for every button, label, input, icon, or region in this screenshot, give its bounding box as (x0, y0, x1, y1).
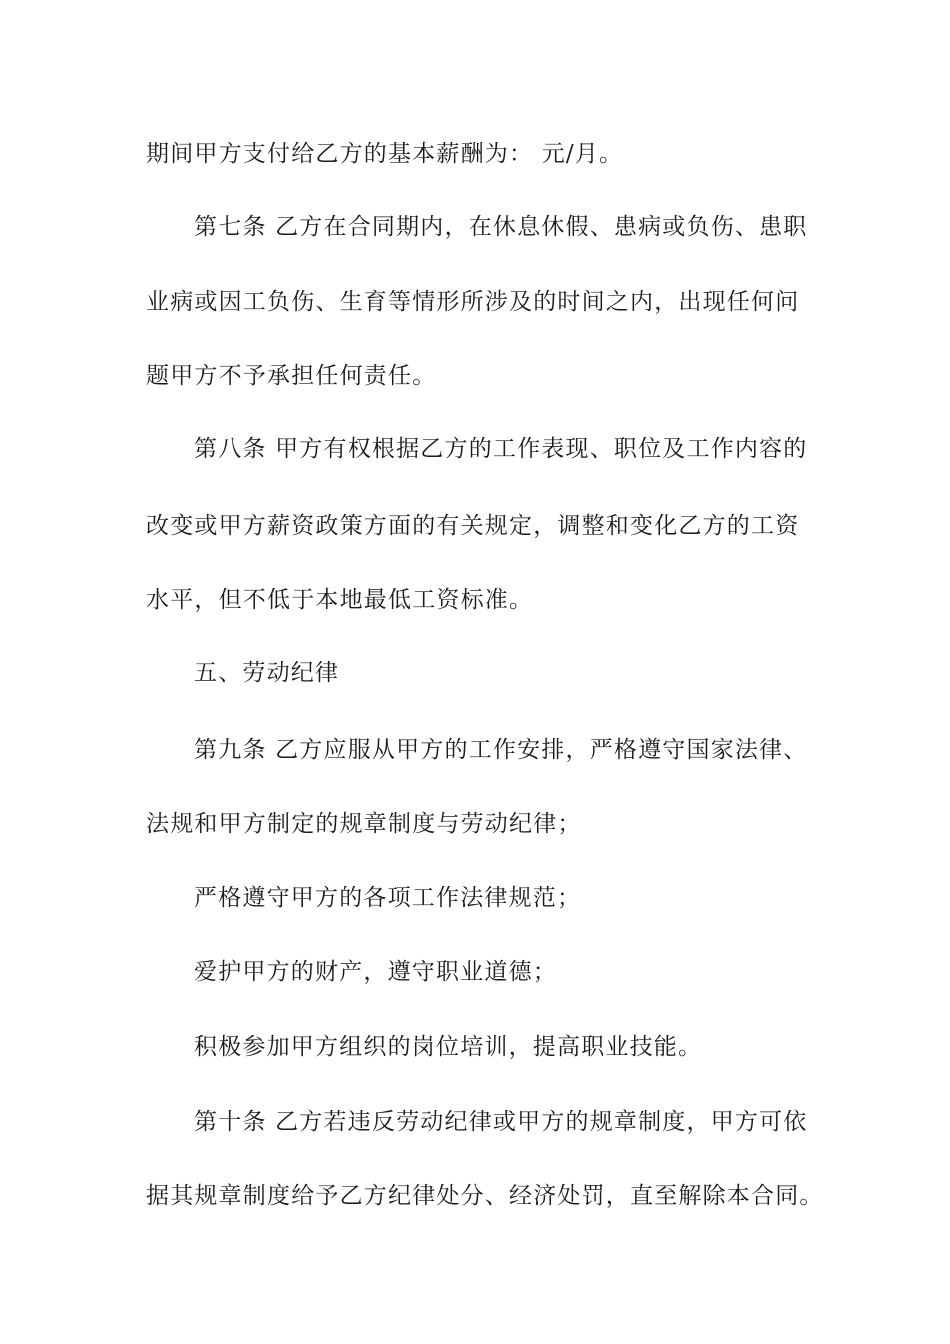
text-line-rule-1: 严格遵守甲方的各项工作法律规范； (194, 885, 582, 911)
text-line-article-8: 第八条 甲方有权根据乙方的工作表现、职位及工作内容的 (194, 436, 808, 462)
text-line-article-7-end: 题甲方不予承担任何责任。 (146, 363, 437, 389)
text-line-article-10-cont: 据其规章制度给予乙方纪律处分、经济处罚，直至解除本合同。 (146, 1183, 824, 1209)
section-heading-labor-discipline: 五、劳动纪律 (194, 660, 340, 686)
text-line-article-7-cont: 业病或因工负伤、生育等情形所涉及的时间之内，出现任何问 (146, 289, 800, 315)
text-line-article-9-cont: 法规和甲方制定的规章制度与劳动纪律； (146, 811, 582, 837)
text-line-article-10: 第十条 乙方若违反劳动纪律或甲方的规章制度，甲方可依 (194, 1109, 808, 1135)
text-line-article-8-cont: 改变或甲方薪资政策方面的有关规定，调整和变化乙方的工资 (146, 513, 800, 539)
text-line-rule-2: 爱护甲方的财产，遵守职业道德； (194, 959, 557, 985)
text-line-article-9: 第九条 乙方应服从甲方的工作安排，严格遵守国家法律、 (194, 737, 808, 763)
text-line-salary: 期间甲方支付给乙方的基本薪酬为： 元/月。 (146, 141, 624, 167)
text-line-rule-3: 积极参加甲方组织的岗位培训，提高职业技能。 (194, 1034, 703, 1060)
text-line-article-7: 第七条 乙方在合同期内，在休息休假、患病或负伤、患职 (194, 214, 808, 240)
text-line-article-8-end: 水平，但不低于本地最低工资标准。 (146, 587, 534, 613)
